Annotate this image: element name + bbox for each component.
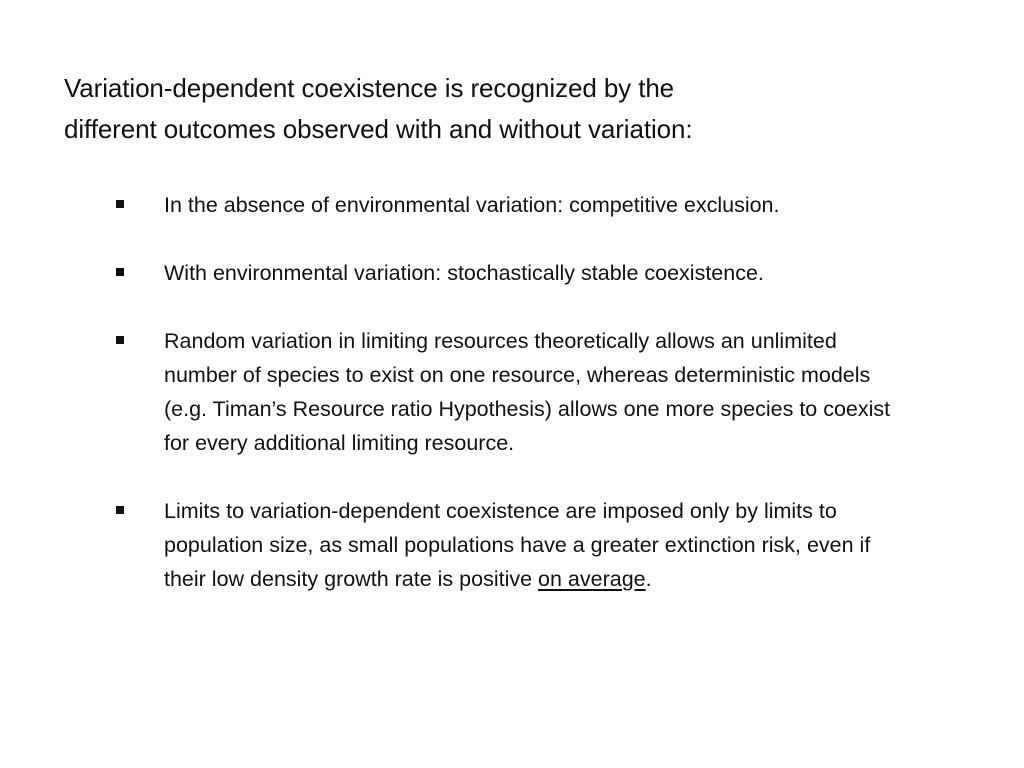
bullet-text-random-variation: Random variation in limiting resources theoretically allows an unlimited number of species to exist on one resource, whereas deterministic models (e.g. Timan’s Resource ratio Hypothesis) allows one more species to coexist for every additional limiting resource. <box>164 329 891 455</box>
bullet-text-limits-after: . <box>645 567 652 591</box>
bullet-item-with-variation <box>116 256 906 290</box>
intro-line-2: different outcomes observed with and without variation: <box>64 114 693 144</box>
underlined-on-average-text: on average <box>538 567 646 591</box>
bullet-text-absence-of-variation: In the absence of environmental variation: competitive exclusion. <box>164 193 780 217</box>
intro-paragraph <box>64 68 944 150</box>
square-bullet-icon <box>116 200 124 208</box>
square-bullet-icon <box>116 506 124 514</box>
bullet-text-limits-before: Limits to variation-dependent coexistence are imposed only by limits to population size, as small populations have a greater extinction risk, even if their low density growth rate is positive <box>164 499 871 591</box>
bullet-list <box>116 188 906 596</box>
intro-line-1: Variation-dependent coexistence is recognized by the <box>64 73 675 103</box>
bullet-item-absence-of-variation <box>116 188 906 222</box>
bullet-text-with-variation: With environmental variation: stochastically stable coexistence. <box>164 261 764 285</box>
bullet-item-random-variation <box>116 324 906 460</box>
square-bullet-icon <box>116 268 124 276</box>
bullet-item-limits <box>116 494 906 596</box>
square-bullet-icon <box>116 336 124 344</box>
